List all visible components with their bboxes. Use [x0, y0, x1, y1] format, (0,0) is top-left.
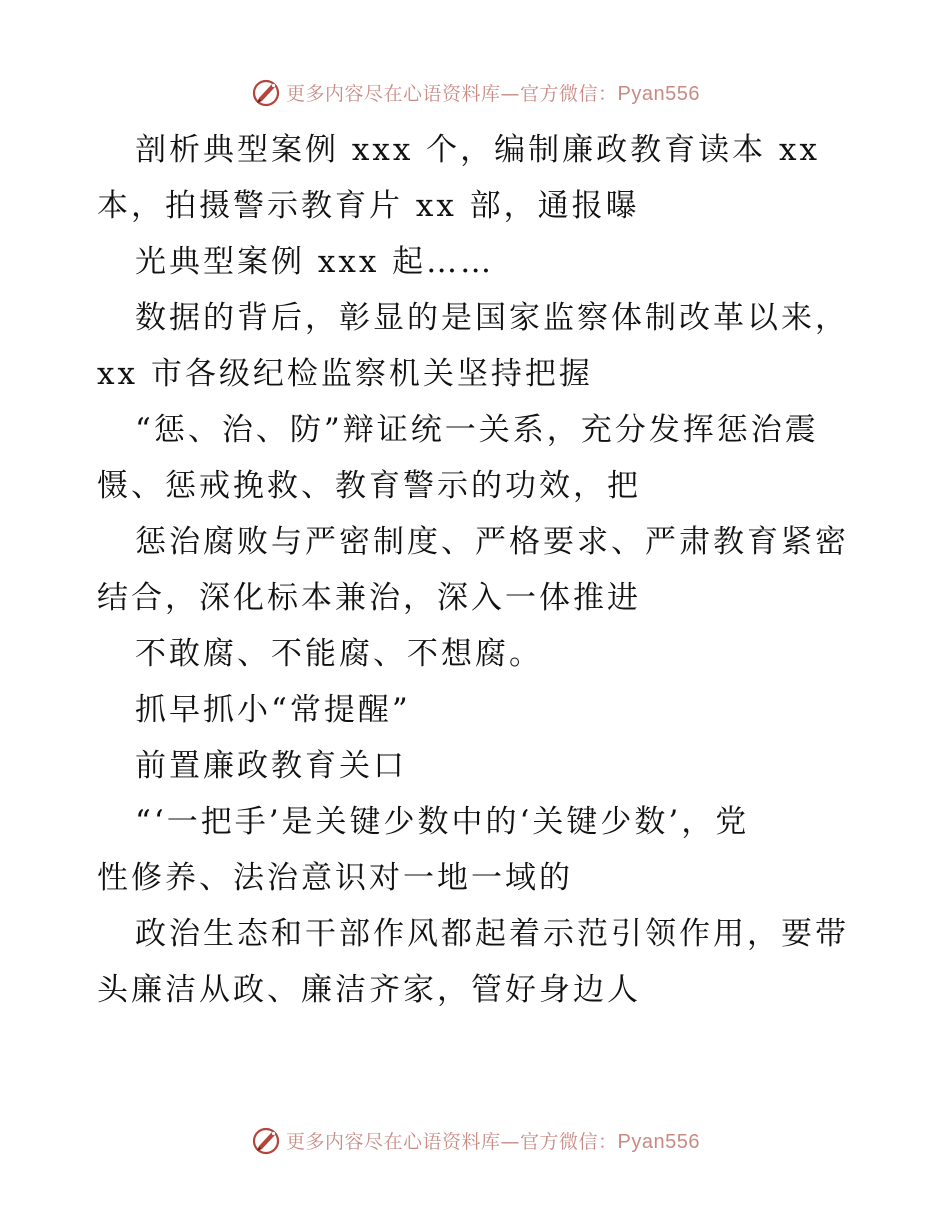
- text-line: 结合，深化标本兼治，深入一体推进: [97, 580, 641, 616]
- text-line: 政治生态和干部作风都起着示范引领作用，要带: [135, 916, 849, 952]
- pen-logo-icon: [250, 76, 282, 108]
- text-line: 不敢腐、不能腐、不想腐。: [135, 636, 543, 672]
- text-line: “‘一把手’是关键少数中的‘关键少数’，党: [135, 804, 750, 840]
- header-watermark: [0, 72, 950, 112]
- footer-watermark: [0, 1120, 950, 1160]
- text-line: “惩、治、防”辩证统一关系，充分发挥惩治震: [135, 412, 819, 448]
- text-line: 数据的背后，彰显的是国家监察体制改革以来，: [135, 300, 849, 336]
- text-line: 头廉洁从政、廉洁齐家，管好身边人: [97, 972, 641, 1008]
- text-line: 剖析典型案例 xxx 个，编制廉政教育读本 xx: [135, 132, 820, 168]
- text-line: 惩治腐败与严密制度、严格要求、严肃教育紧密: [135, 524, 849, 560]
- text-line: 光典型案例 xxx 起……: [135, 244, 495, 280]
- text-line: 性修养、法治意识对一地一域的: [97, 860, 573, 896]
- text-line: 抓早抓小“常提醒”: [135, 692, 411, 728]
- watermark-text: 更多内容尽在心语资料库—官方微信：Pyan556: [286, 82, 700, 105]
- watermark-text: 更多内容尽在心语资料库—官方微信：Pyan556: [286, 1130, 700, 1153]
- text-line: 前置廉政教育关口: [135, 748, 407, 784]
- text-line: 本，拍摄警示教育片 xx 部，通报曝: [97, 188, 640, 224]
- pen-logo-icon: [250, 1124, 282, 1156]
- document-body: [97, 122, 857, 1018]
- text-line: 慑、惩戒挽救、教育警示的功效，把: [97, 468, 641, 504]
- text-line: xx 市各级纪检监察机关坚持把握: [97, 356, 593, 392]
